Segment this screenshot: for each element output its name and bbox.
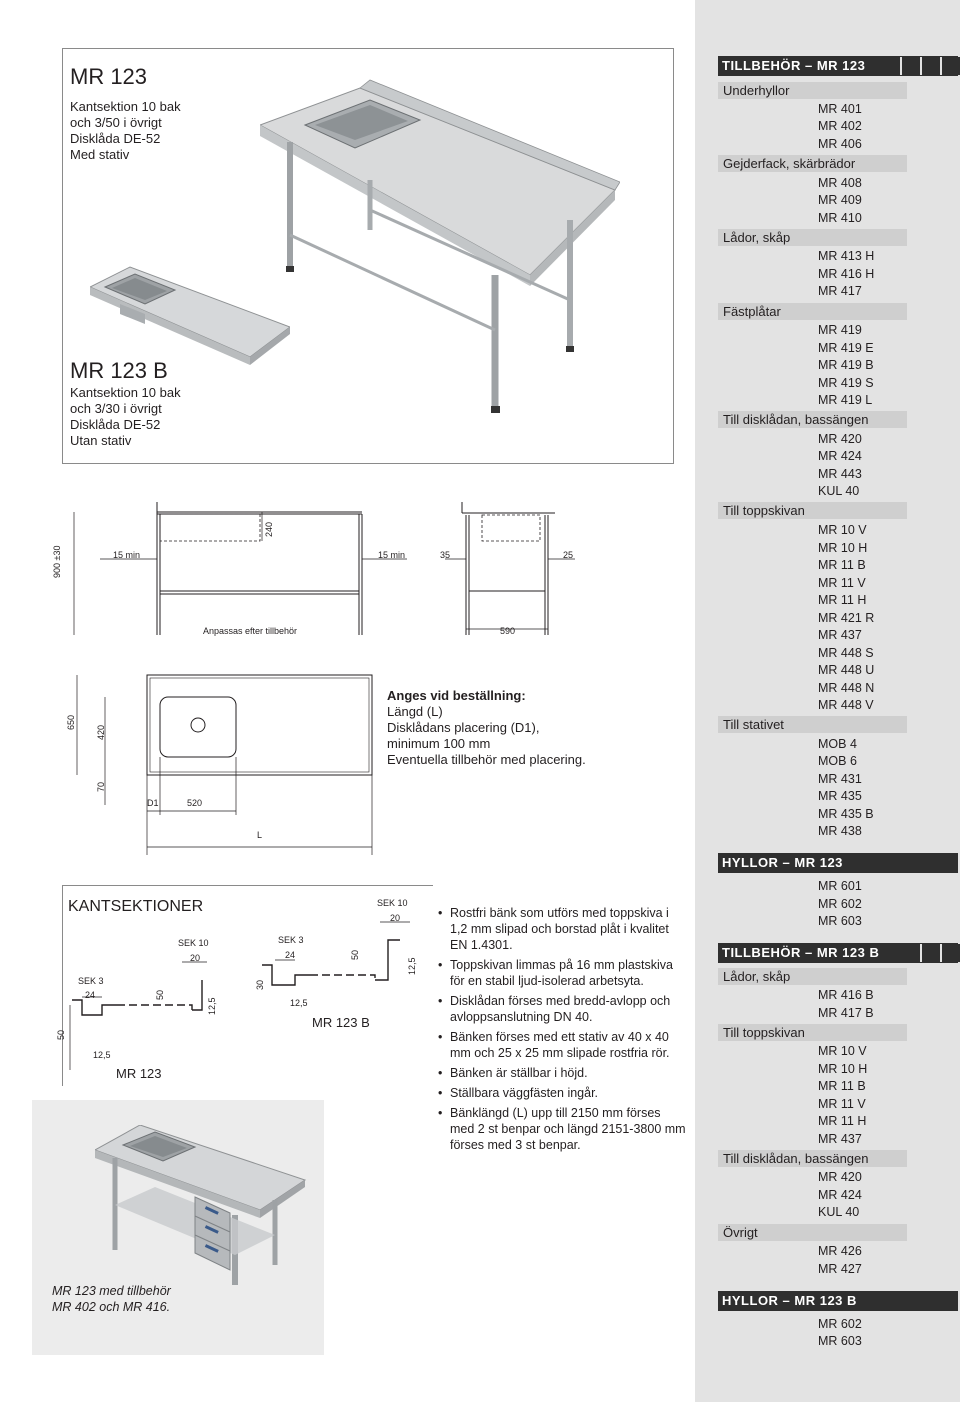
code-item: MR 10 H	[818, 1062, 868, 1076]
caption-line: MR 402 och MR 416.	[52, 1300, 171, 1314]
code-item: MR 11 H	[818, 1114, 867, 1128]
code-item: MR 417 B	[818, 1006, 874, 1020]
code-item: MR 419 E	[818, 341, 874, 355]
bench-top-illustration	[90, 262, 290, 382]
category-underhyllor: Underhyllor	[718, 82, 907, 99]
code-item: MR 437	[818, 1132, 862, 1146]
section-title: TILLBEHÖR – MR 123	[722, 58, 866, 73]
dim-240: 240	[264, 521, 274, 537]
order-heading: Anges vid beställning:	[387, 688, 526, 703]
order-line: Eventuella tillbehör med placering.	[387, 752, 586, 767]
code-item: MR 443	[818, 467, 862, 481]
mr123-50: 50	[155, 989, 165, 1000]
code-item: MOB 4	[818, 737, 857, 751]
dim-650: 650	[66, 714, 76, 730]
code-item: MR 10 V	[818, 523, 867, 537]
desc-line: Utan stativ	[70, 433, 132, 448]
code-item: MR 11 V	[818, 1097, 866, 1111]
edge-sections-heading: KANTSEKTIONER	[68, 898, 204, 915]
code-item: MR 416 H	[818, 267, 875, 281]
feature-item: • Rostfri bänk som utförs med toppskiva i 1,2 mm slipad och borstad plåt i kvalitet EN 1.4301.	[438, 905, 688, 953]
code-item: MR 419 S	[818, 376, 874, 390]
dim-d1: D1	[147, 798, 159, 808]
dim-420: 420	[96, 724, 106, 740]
code-item: MR 603	[818, 1334, 862, 1348]
product-desc-mr123b	[70, 385, 181, 449]
feature-item: • Ställbara väggfästen ingår.	[438, 1085, 688, 1101]
code-item: MR 448 V	[818, 698, 874, 712]
code-item: MR 435	[818, 789, 862, 803]
code-item: KUL 40	[818, 484, 860, 498]
code-item: MR 11 B	[818, 1079, 866, 1093]
photo-caption	[52, 1283, 171, 1315]
code-item: MR 448 N	[818, 681, 875, 695]
category-disklada-b: Till disklådan, bassängen	[718, 1150, 907, 1167]
feature-item: • Disklådan förses med bredd-avlopp och avloppsanslutning DN 40.	[438, 993, 688, 1025]
dim-length: L	[257, 830, 263, 840]
code-item: MR 448 S	[818, 646, 874, 660]
desc-line: Med stativ	[70, 147, 130, 162]
mr123-24: 24	[85, 990, 96, 1000]
section-title: TILLBEHÖR – MR 123 B	[722, 945, 880, 960]
mr123b-50: 50	[350, 949, 360, 960]
code-item: MR 431	[818, 772, 862, 786]
product-title-mr123b: MR 123 B	[70, 358, 168, 383]
desc-line: Kantsektion 10 bak	[70, 385, 181, 400]
category-lador-skap: Lådor, skåp	[718, 229, 907, 246]
front-view-drawing	[62, 495, 407, 645]
feature-item: • Bänken är ställbar i höjd.	[438, 1065, 688, 1081]
code-item: MR 437	[818, 628, 862, 642]
caption-line: MR 123 med tillbehör	[52, 1284, 171, 1298]
code-item: MR 11 V	[818, 576, 866, 590]
section-header-hyllor-mr123b	[718, 1291, 958, 1311]
order-line: Disklådans placering (D1),	[387, 720, 540, 735]
mr123b-30: 30	[255, 979, 265, 990]
dim-520: 520	[187, 798, 203, 808]
category-toppskivan-b: Till toppskivan	[718, 1024, 907, 1041]
side-view-drawing	[430, 495, 580, 645]
code-item: MR 406	[818, 137, 862, 151]
bench-with-drawers-photo	[95, 1125, 310, 1290]
mr123-12-5: 12,5	[93, 1050, 111, 1060]
feature-list	[438, 905, 688, 1157]
code-item: MR 435 B	[818, 807, 874, 821]
code-item: MR 409	[818, 193, 862, 207]
edge-label-mr123: MR 123	[116, 1066, 162, 1081]
desc-line: Kantsektion 10 bak	[70, 99, 181, 114]
mr123-50-left: 50	[56, 1029, 66, 1040]
mr123b-sek3: SEK 3	[278, 935, 304, 945]
code-item: MR 10 V	[818, 1044, 867, 1058]
category-lador-skap-b: Lådor, skåp	[718, 968, 907, 985]
edge-profile-mr123b	[250, 890, 430, 1030]
code-item: MR 424	[818, 449, 862, 463]
section-header-tillbehor-mr123	[718, 56, 958, 76]
dim-70: 70	[96, 781, 106, 792]
section-header-tillbehor-mr123b	[718, 943, 958, 963]
mr123b-12-5-right: 12,5	[407, 957, 417, 975]
dim-25: 25	[563, 550, 574, 560]
mr123-20: 20	[190, 953, 201, 963]
code-item: MR 601	[818, 879, 862, 893]
code-item: MR 424	[818, 1188, 862, 1202]
code-item: MR 401	[818, 102, 862, 116]
category-gejderfack: Gejderfack, skärbrädor	[718, 155, 907, 172]
feature-item: • Bänken förses med ett stativ av 40 x 40 mm och 25 x 25 mm slipade rostfria rör.	[438, 1029, 688, 1061]
order-line: minimum 100 mm	[387, 736, 491, 751]
desc-line: Disklåda DE-52	[70, 131, 161, 146]
code-item: MR 410	[818, 211, 862, 225]
code-item: MR 419 L	[818, 393, 873, 407]
category-toppskivan: Till toppskivan	[718, 502, 907, 519]
code-item: MR 427	[818, 1262, 862, 1276]
mr123b-24: 24	[285, 950, 296, 960]
code-item: MR 448 U	[818, 663, 875, 677]
code-item: MR 10 H	[818, 541, 868, 555]
section-header-hyllor-mr123	[718, 853, 958, 873]
bench-with-stand-illustration	[260, 70, 620, 430]
code-item: MR 417	[818, 284, 862, 298]
feature-item: • Bänklängd (L) upp till 2150 mm förses med 2 st benpar och längd 2151-3800 mm förses med 3 st benpar.	[438, 1105, 688, 1153]
mr123b-sek10: SEK 10	[377, 898, 408, 908]
top-view-drawing	[62, 665, 382, 855]
section-title: HYLLOR – MR 123	[722, 855, 843, 870]
order-info	[387, 688, 586, 768]
mr123-sek10: SEK 10	[178, 938, 209, 948]
edge-label-mr123b: MR 123 B	[312, 1015, 370, 1030]
feature-item: • Toppskivan limmas på 16 mm plastskiva för en stabil ljud-isolerad arbetsyta.	[438, 957, 688, 989]
code-item: KUL 40	[818, 1205, 860, 1219]
code-item: MR 602	[818, 897, 862, 911]
category-ovrigt: Övrigt	[718, 1224, 907, 1241]
code-item: MR 421 R	[818, 611, 875, 625]
dim-height-900: 900 ±30	[52, 545, 62, 578]
mr123-sek3: SEK 3	[78, 976, 104, 986]
code-item: MR 438	[818, 824, 862, 838]
code-item: MOB 6	[818, 754, 857, 768]
mr123b-12-5: 12,5	[290, 998, 308, 1008]
dim-35: 35	[440, 550, 451, 560]
dim-590: 590	[500, 626, 516, 636]
product-desc-mr123	[70, 99, 181, 163]
code-item: MR 408	[818, 176, 862, 190]
code-item: MR 11 B	[818, 558, 866, 572]
desc-line: Disklåda DE-52	[70, 417, 161, 432]
category-fastplatar: Fästplåtar	[718, 303, 907, 320]
category-disklada: Till disklådan, bassängen	[718, 411, 907, 428]
code-item: MR 420	[818, 1170, 862, 1184]
desc-line: och 3/50 i övrigt	[70, 115, 162, 130]
category-stativet: Till stativet	[718, 716, 907, 733]
mr123-12-5-right: 12,5	[207, 997, 217, 1015]
code-item: MR 426	[818, 1244, 862, 1258]
order-line: Längd (L)	[387, 704, 443, 719]
code-item: MR 11 H	[818, 593, 867, 607]
dim-min-left: 15 min	[113, 550, 141, 560]
code-item: MR 602	[818, 1317, 862, 1331]
code-item: MR 420	[818, 432, 862, 446]
dim-adjust-label: Anpassas efter tillbehör	[203, 626, 298, 636]
code-item: MR 402	[818, 119, 862, 133]
section-title: HYLLOR – MR 123 B	[722, 1293, 857, 1308]
code-item: MR 416 B	[818, 988, 874, 1002]
code-item: MR 419 B	[818, 358, 874, 372]
code-item: MR 603	[818, 914, 862, 928]
desc-line: och 3/30 i övrigt	[70, 401, 162, 416]
dim-min-right: 15 min	[378, 550, 406, 560]
product-title-mr123: MR 123	[70, 64, 148, 89]
code-item: MR 419	[818, 323, 862, 337]
mr123b-20: 20	[390, 913, 401, 923]
code-item: MR 413 H	[818, 249, 875, 263]
